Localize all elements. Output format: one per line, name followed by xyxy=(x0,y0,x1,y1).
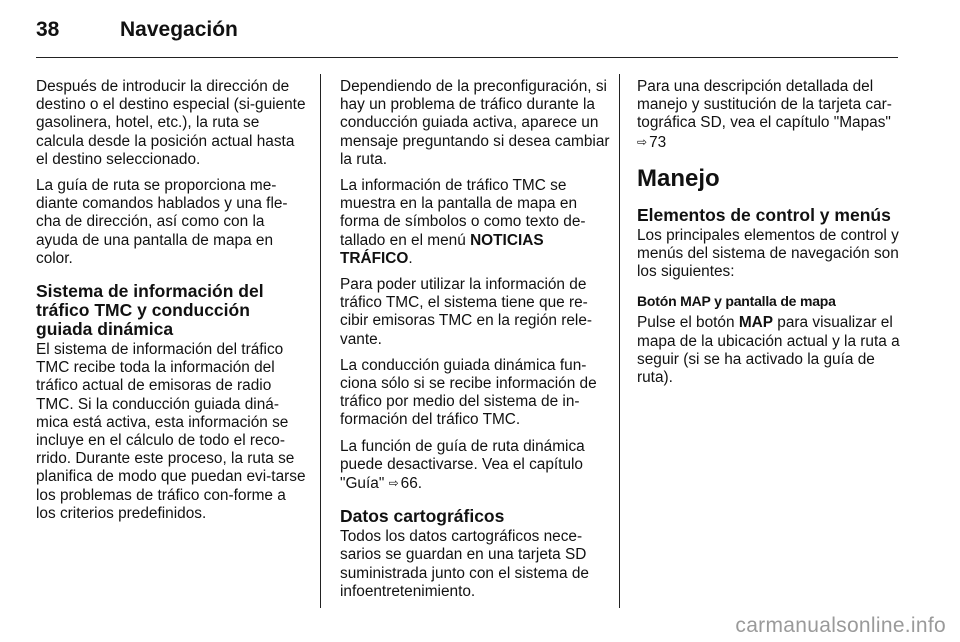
section-heading-elementos: Elementos de control y menús xyxy=(637,204,891,225)
subsection-heading-boton-map: Botón MAP y pantalla de mapa xyxy=(637,293,836,310)
page-reference-arrow-icon: ⇨ xyxy=(388,476,399,491)
page-reference-arrow-icon: ⇨ xyxy=(637,134,648,149)
button-name-map: MAP xyxy=(738,314,774,332)
column-2 xyxy=(340,78,610,609)
paragraph: Para una descripción detallada del manejo y sustitución de la tarjeta car-tográfica SD, vea el capítulo "Mapas" ⇨ 73 xyxy=(637,78,892,151)
page-title: Navegación xyxy=(120,18,238,41)
paragraph: El sistema de información del tráfico TMC recibe toda la información del tráfico actual de emisoras de radio TMC. Si la conducción guiada diná-mica está activa, esta información se incluye en el cálculo de todo el reco-rrido. Durante este proceso, la ruta se planifica de modo que puedan evi-tarse los problemas de tráfico con-forme a los criterios predefinidos. xyxy=(36,341,306,522)
paragraph: La guía de ruta se proporciona me-diante comandos hablados y una fle-cha de dirección, así como con la ayuda de una pantalla de mapa en color. xyxy=(36,177,288,267)
column-3 xyxy=(637,78,905,395)
paragraph: Para poder utilizar la información de tráfico TMC, el sistema tiene que re-cibir emisoras TMC en la región rele-vante. xyxy=(340,276,593,348)
paragraph: Después de introducir la dirección de destino o el destino especial (si-guiente gasolinera, hotel, etc.), la ruta se calcula desde la posición actual hasta el destino seleccionado. xyxy=(36,78,306,168)
paragraph: La función de guía de ruta dinámica puede desactivarse. Vea el capítulo "Guía" ⇨ 66. xyxy=(340,437,585,493)
page-reference[interactable]: 73 xyxy=(649,133,667,151)
header-rule xyxy=(36,57,898,58)
watermark: carmanualsonline.info xyxy=(735,614,946,637)
page-number: 38 xyxy=(36,18,60,41)
paragraph: La información de tráfico TMC se muestra en la pantalla de mapa en forma de símbolos o como texto de-tallado en el menú NOTICIAS TRÁFICO. xyxy=(340,177,586,267)
menu-name-noticias-trafico: NOTICIAS TRÁFICO xyxy=(340,231,544,267)
paragraph: Todos los datos cartográficos nece-sarios se guardan en una tarjeta SD suministrada junto con el sistema de infoentretenimiento. xyxy=(340,528,589,600)
chapter-heading-manejo: Manejo xyxy=(637,164,720,192)
page-reference[interactable]: 66. xyxy=(400,475,423,493)
section-heading-datos: Datos cartográficos xyxy=(340,506,505,527)
paragraph: La conducción guiada dinámica fun-ciona sólo si se recibe información de tráfico por medio del sistema de in-formación del tráfico TMC. xyxy=(340,356,597,429)
paragraph: Los principales elementos de control y menús del sistema de navegación son los siguientes: xyxy=(637,226,899,281)
paragraph: Pulse el botón MAP para visualizar el mapa de la ubicación actual y la ruta a seguir (si se ha activado la guía de ruta). xyxy=(637,314,900,387)
column-1 xyxy=(36,78,306,531)
section-heading-tmc: Sistema de información del tráfico TMC y conducción guiada dinámica xyxy=(36,281,264,340)
column-divider-1 xyxy=(320,74,321,608)
paragraph: Dependiendo de la preconfiguración, si hay un problema de tráfico durante la conducción guiada activa, aparece un mensaje preguntando si desea cambiar la ruta. xyxy=(340,78,610,168)
column-divider-2 xyxy=(619,74,620,608)
